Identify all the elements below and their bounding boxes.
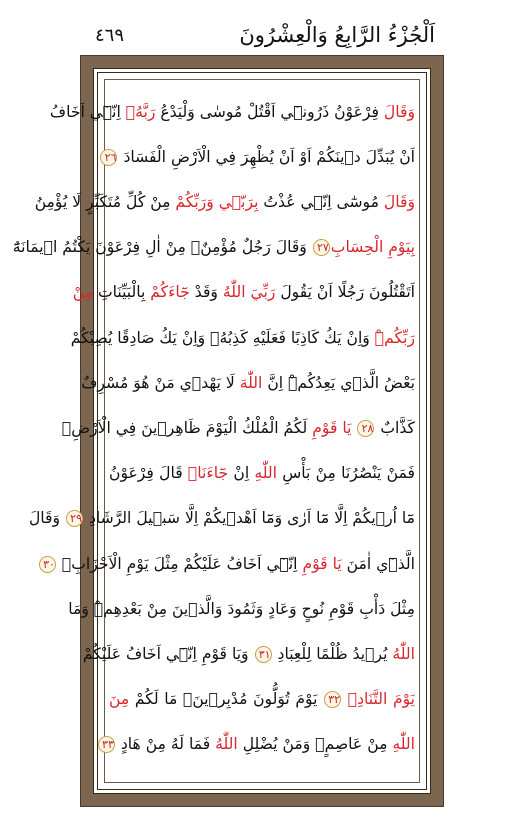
verse-text: بِالْبَيِّنَاتِ [92,283,151,302]
page-header [95,18,435,52]
verse-text: مَٓا اُرٖيكُمْ اِلَّا مَٓا اَرٰى وَمَٓا اَهْدٖيكُمْ اِلَّا سَبٖيلَ الرَّشَادِ [83,509,415,528]
verse-text: لَا يَهْدٖي مَنْ هُوَ مُسْرِفٌ [81,373,240,392]
juz-title: اَلْجُزْءُ الرَّابِعُ وَالْعِشْرُونَ [239,23,435,47]
highlighted-word: بِرَبّٖي وَرَبِّكُمْ [175,193,259,211]
verse-line [72,283,415,302]
ayah-number-marker: ٣٢ [324,691,341,708]
ayah-number-marker: ٢٨ [357,420,374,437]
ayah-number-marker: ٣١ [255,646,272,663]
verse-line [49,102,415,122]
page-number: ٤٦٩ [95,24,125,46]
highlighted-word: رَبَّهُۚ [125,102,156,121]
verse-text: اِنّٖٓي اَخَافُ [49,102,126,121]
highlighted-word: اللّٰهَ [239,373,263,392]
highlighted-word: اللّٰهِ [254,464,278,483]
ayah-number-marker: ٢٦ [100,149,117,166]
highlighted-word: اللّٰهُ [215,735,238,754]
verse-line [61,418,415,438]
verse-line [82,644,415,664]
highlighted-word: وَقَالَ [383,193,415,211]
highlighted-word: رَبِّكُمْۜ [374,328,415,347]
verse-line [70,328,415,348]
verse-line [34,193,415,212]
verse-text: مِنْ كُلِّ مُتَكَبِّرٍ لَا يُؤْمِنُ [34,193,176,211]
verse-text: وَيَا قَوْمِ اِنّٖٓي اَخَافُ عَلَيْكُمْ [82,644,254,663]
verse-text: اِنْ [228,464,255,483]
highlighted-word: يَوْمَ التَّنَادِۙ [347,690,415,709]
frame-inner-rule [12,72,427,790]
verse-text: وَاِنْ يَكُ كَاذِبًا فَعَلَيْهِ كَذِبُهُۚ وَاِنْ يَكُ صَادِقًا يُصِبْكُمْ [70,328,375,347]
verse-text: وَقَالَ [28,509,65,528]
ayah-number-marker: ٣٠ [39,556,56,573]
verse-line [43,554,415,574]
verse-line [109,465,415,483]
verse-line [109,691,415,709]
verse-text: فِرْعَوْنُ ذَرُونٖٓي اَقْتُلْ مُوسٰى وَلْيَدْعُ [155,102,384,121]
ayah-number-marker: ٣٣ [98,736,115,753]
quran-text-area [12,79,420,783]
verse-text: كَذَّابٌ [375,418,415,437]
highlighted-word: بِيَوْمِ الْحِسَابِ [330,238,415,257]
highlighted-word: مِنَ [109,690,130,709]
verse-line [28,509,415,528]
verse-text: فَمَا لَهُ مِنْ هَادٍ [115,735,216,754]
ayah-number-marker: ٢٩ [66,510,83,527]
highlighted-word: يَا قَوْمِ [302,554,342,573]
ornamental-frame [12,55,444,807]
verse-line [68,599,415,619]
verse-line [104,147,415,167]
verse-text: قَالَ فِرْعَوْنُ [109,464,188,483]
verse-line [81,373,415,393]
verse-text: مُوسٰٓى اِنّٖي عُذْتُ [258,193,384,211]
verse-text: وَقَدْ [189,283,223,302]
verse-text: الَّذٖٓي اٰمَنَ [341,554,415,573]
ayah-number-marker: ٢٧ [313,239,330,256]
highlighted-word: اللّٰهِ [392,735,415,754]
highlighted-word: يَا قَوْمِ [312,418,357,437]
verse-text: بَعْضُ الَّذٖي يَعِدُكُمْۜ اِنَّ [262,373,415,392]
highlighted-word: رَبِّيَ اللّٰهُ [222,283,276,302]
verse-text: فَمَنْ يَنْصُرُنَا مِنْ بَأْسِ [277,464,415,483]
verse-text: اِنّٖٓي اَخَافُ عَلَيْكُمْ مِثْلَ يَوْمِ الْاَحْزَابِۙ [56,554,303,573]
highlighted-word: جَٓاءَكُمْ [150,283,190,302]
highlighted-word: وَقَالَ [383,102,415,121]
verse-text: مِثْلَ دَأْبِ قَوْمِ نُوحٍ وَعَادٍ وَثَمُودَ وَالَّذٖينَ مِنْ بَعْدِهِمْۜ وَمَا [68,599,415,618]
verse-line [102,735,415,754]
highlighted-word: اللّٰهُ [392,644,415,663]
verse-text: وَقَالَ رَجُلٌ مُؤْمِنٌۗ مِنْ اٰلِ فِرْعَوْنَ يَكْتُمُ اٖيمَانَهُٓ [12,238,312,257]
verse-text: يَوْمَ تُوَلُّونَ مُدْبِرٖينَۚ مَا لَكُمْ [129,690,324,709]
verse-text: مِنْ عَاصِمٍۚ وَمَنْ يُضْلِلِ [237,735,393,754]
verse-text: يُرٖيدُ ظُلْمًا لِلْعِبَادِ [272,644,393,663]
verse-line [12,238,415,257]
frame-inner-border [12,68,431,794]
verse-text: لَكُمُ الْمُلْكُ الْيَوْمَ ظَاهِرٖينَ فِي الْاَرْضِۘ [61,418,313,437]
verse-text: اَتَقْتُلُونَ رَجُلًا اَنْ يَقُولَ [275,283,415,302]
highlighted-word: مِنْ [72,283,93,302]
verse-text: اَنْ يُبَدِّلَ دٖينَكُمْ اَوْ اَنْ يُظْهِرَ فِي الْاَرْضِ الْفَسَادَ [118,147,415,166]
highlighted-word: جَٓاءَنَاۜ [187,464,229,483]
